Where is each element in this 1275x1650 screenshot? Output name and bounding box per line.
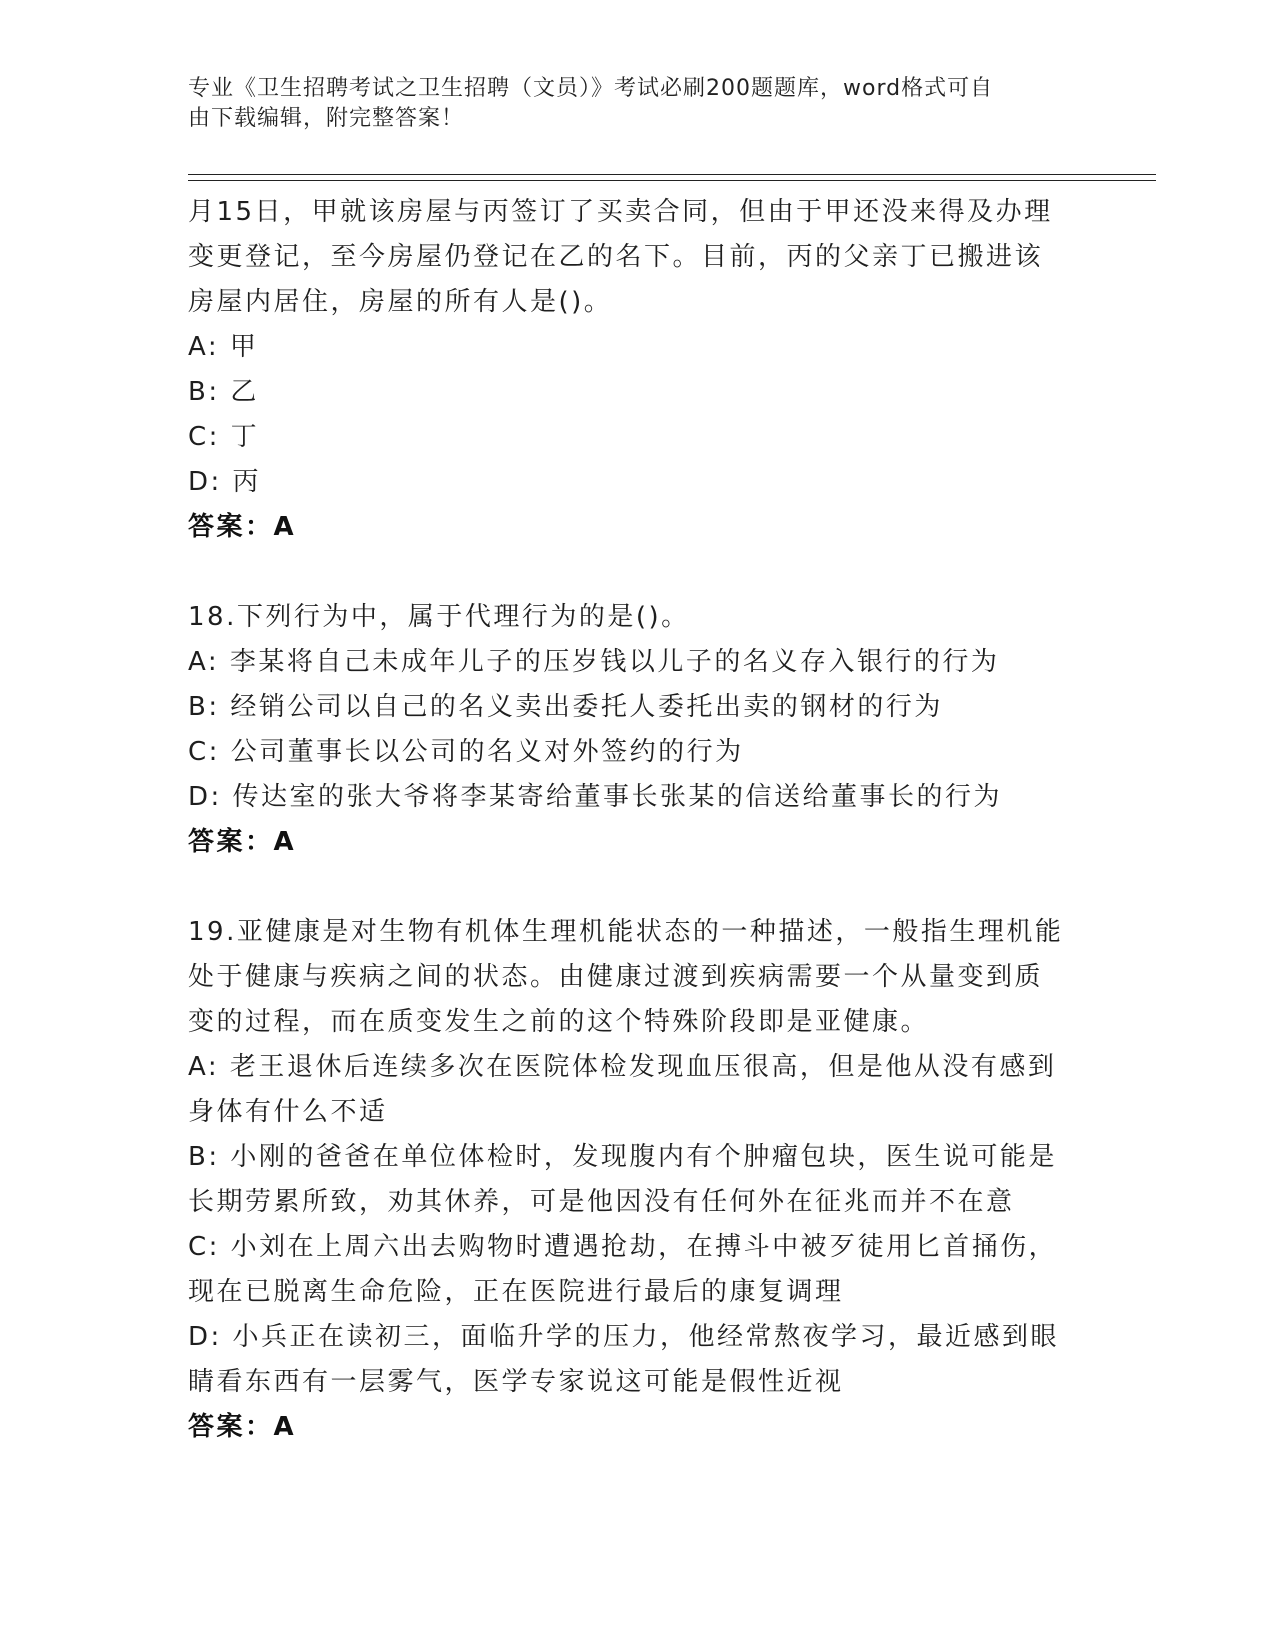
header-line-1: 专业《卫生招聘考试之卫生招聘（文员）》考试必刷200题题库，word格式可自 [188, 76, 994, 101]
question-stem-line: 变更登记，至今房屋仍登记在乙的名下。目前，丙的父亲丁已搬进该 [188, 242, 1044, 272]
option-b: B: 乙 [188, 377, 259, 407]
answer-label: 答案：A [188, 512, 297, 542]
option-b: B: 经销公司以自己的名义卖出委托人委托出卖的钢材的行为 [188, 692, 943, 722]
option-d: D: 丙 [188, 467, 262, 497]
question-17 [188, 190, 1088, 550]
question-stem-line: 房屋内居住，房屋的所有人是()。 [188, 287, 613, 317]
option-d-continued: 睛看东西有一层雾气，医学专家说这可能是假性近视 [188, 1367, 844, 1397]
answer-label: 答案：A [188, 827, 297, 857]
question-stem-line: 处于健康与疾病之间的状态。由健康过渡到疾病需要一个从量变到质 [188, 962, 1044, 992]
question-18 [188, 595, 1088, 865]
option-a: A: 甲 [188, 332, 259, 362]
answer-label: 答案：A [188, 1412, 297, 1442]
option-a: A: 老王退休后连续多次在医院体检发现血压很高，但是他从没有感到 [188, 1052, 1057, 1082]
document-header [188, 74, 1068, 134]
option-b-continued: 长期劳累所致，劝其休养，可是他因没有任何外在征兆而并不在意 [188, 1187, 1015, 1217]
header-line-2: 由下载编辑，附完整答案！ [188, 106, 465, 131]
document-body [188, 190, 1088, 1450]
option-d: D: 小兵正在读初三，面临升学的压力，他经常熬夜学习，最近感到眼 [188, 1322, 1060, 1352]
spacer [188, 550, 1088, 595]
option-c-continued: 现在已脱离生命危险，正在医院进行最后的康复调理 [188, 1277, 844, 1307]
header-rule-top [188, 174, 1156, 175]
option-a: A: 李某将自己未成年儿子的压岁钱以儿子的名义存入银行的行为 [188, 647, 1000, 677]
option-c: C: 丁 [188, 422, 260, 452]
spacer [188, 865, 1088, 910]
option-a-continued: 身体有什么不适 [188, 1097, 388, 1127]
option-c: C: 公司董事长以公司的名义对外签约的行为 [188, 737, 744, 767]
option-d: D: 传达室的张大爷将李某寄给董事长张某的信送给董事长的行为 [188, 782, 1003, 812]
option-b: B: 小刚的爸爸在单位体检时，发现腹内有个肿瘤包块，医生说可能是 [188, 1142, 1057, 1172]
option-c: C: 小刘在上周六出去购物时遭遇抢劫，在搏斗中被歹徒用匕首捅伤， [188, 1232, 1058, 1262]
question-stem-line: 变的过程，而在质变发生之前的这个特殊阶段即是亚健康。 [188, 1007, 930, 1037]
question-19 [188, 910, 1088, 1450]
question-stem-line: 18.下列行为中，属于代理行为的是()。 [188, 602, 690, 632]
question-stem-line: 19.亚健康是对生物有机体生理机能状态的一种描述，一般指生理机能 [188, 917, 1064, 947]
question-stem-line: 月15日，甲就该房屋与丙签订了买卖合同，但由于甲还没来得及办理 [188, 197, 1053, 227]
header-rule-bottom [188, 180, 1156, 181]
